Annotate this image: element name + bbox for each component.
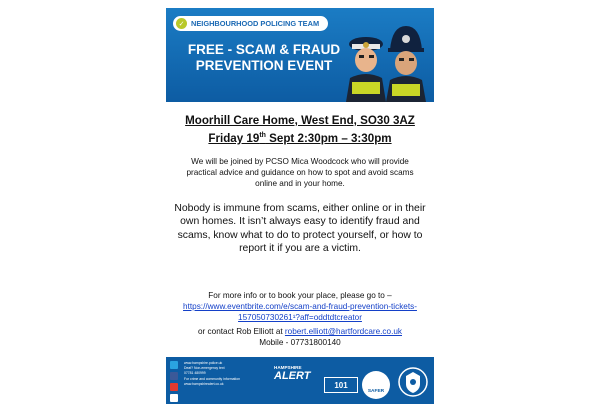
event-details <box>166 113 434 146</box>
event-time: Sept 2:30pm – 3:30pm <box>265 131 392 145</box>
event-title-line1: FREE - SCAM & FRAUD <box>187 42 341 57</box>
intro-paragraph: We will be joined by PCSO Mica Woodcock who will provide practical advice and guidance on how to spot and avoid scams online and in your home. <box>186 157 414 188</box>
footer-line: 07781 480999 <box>184 371 206 376</box>
main-paragraph: Nobody is immune from scams, either online or in their own homes. It isn’t always easy to identify fraud and scams, know what to do to protect yourself, or how to report it if you are a victim. <box>174 203 426 255</box>
contact-mobile: Mobile - 07731800140 <box>259 338 341 347</box>
footer-line: Deaf? Non-emergency text <box>184 366 225 371</box>
safer-logo: SAFER <box>362 371 390 399</box>
alert-logo-bottom: ALERT <box>274 370 311 382</box>
event-title-line2: PREVENTION EVENT <box>195 58 333 73</box>
police-logo-icon: ✓ <box>176 18 187 29</box>
contact-info <box>172 326 428 348</box>
footer-contact-lines <box>184 361 272 387</box>
event-day-ordinal: th <box>259 132 266 139</box>
eventbrite-link[interactable]: https://www.eventbrite.com/e/scam-and-fraud-prevention-tickets-157050730261¹?aff=oddtdtcreator <box>183 302 417 322</box>
header-banner <box>166 8 434 102</box>
phone-101-logo: 101 <box>324 377 358 393</box>
team-name: NEIGHBOURHOOD POLICING TEAM <box>191 19 320 28</box>
police-officers-icon <box>342 22 428 102</box>
footer-line: www.hampshire.police.uk <box>184 361 223 365</box>
contact-line <box>172 326 428 337</box>
booking-info <box>172 290 428 323</box>
youtube-icon <box>170 383 178 391</box>
facebook-icon <box>170 372 178 380</box>
footer-line: www.hampshirealert.co.uk <box>184 381 224 386</box>
alert-logo-top: HAMPSHIRE <box>274 365 302 370</box>
poster <box>166 8 434 404</box>
web-icon <box>170 394 178 402</box>
contact-email-link[interactable]: robert.elliott@hartfordcare.co.uk <box>284 327 402 336</box>
hampshire-alert-logo <box>274 365 318 393</box>
footer-line: For crime and community information <box>184 376 240 381</box>
police-crest-icon <box>398 366 428 398</box>
booking-text: For more info or to book your place, please go to – <box>208 291 392 300</box>
event-datetime <box>166 128 434 146</box>
event-title <box>174 42 354 74</box>
contact-prefix: or contact Rob Elliott at <box>198 327 285 336</box>
twitter-icon <box>170 361 178 369</box>
event-day: Friday 19 <box>208 131 260 145</box>
social-icons <box>170 361 180 405</box>
event-address: Moorhill Care Home, West End, SO30 3AZ <box>185 114 415 127</box>
team-badge <box>173 16 328 31</box>
footer-bar <box>166 357 434 404</box>
